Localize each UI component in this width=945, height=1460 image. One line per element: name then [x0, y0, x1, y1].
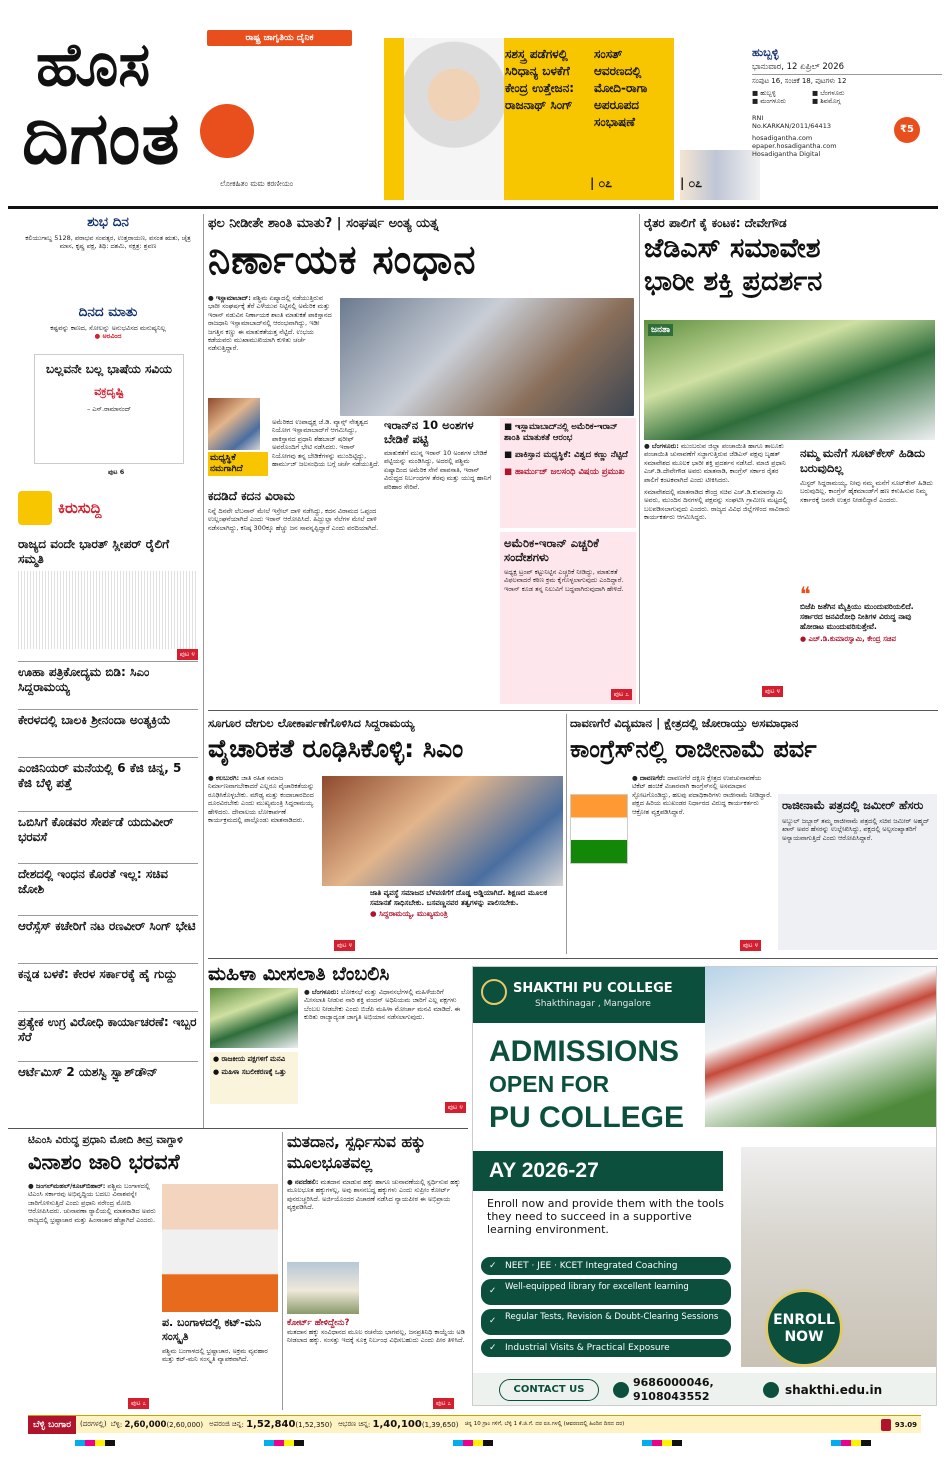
color-bar-icon	[453, 1440, 493, 1446]
row-rule-3	[8, 1128, 468, 1129]
brief-headline: ಊಹಾ ಪತ್ರಿಕೋದ್ಯಮ ಬಿಡಿ: ಸಿಎಂ ಸಿದ್ದರಾಮಯ್ಯ	[18, 665, 150, 694]
edition-date: ಭಾನುವಾರ, 12 ಏಪ್ರಿಲ್ 2026	[752, 62, 845, 72]
gold-rate-bar: ಬೆಳ್ಳಿ ಬಂಗಾರ (ದರಗಳಲ್ಲಿ) ಬೆಳ್ಳಿ : 2,60,000 (2,60,000) ಅಪರಂಜಿ ಚಿನ್ನ : 1,52,840 (1,52,350) ಆಭರಣ ಚಿನ್ನ : 1,40,100 (1,39,650) ಚಿನ್ನ 10 ಗ್ರಾಂ ಗಳಿಗೆ, ಬೆಳ್ಳಿ 1 ಕೆ.ಜಿ.ಗೆ. ದರ ರೂ.ಗಳಲ್ಲಿ (ಆವರಣದಲ್ಲಿ ಹಿಂದಿನ ದಿನದ ದರ) 93.09	[28, 1415, 921, 1433]
lead-dateline: ● ಇಸ್ಲಾಮಾಬಾದ್:	[208, 294, 251, 302]
column-author: – ಎಸ್.ರಾಮಾನಂದ್	[86, 405, 132, 413]
brief-item[interactable]	[18, 1062, 198, 1110]
gold-rate-sub: (ದರಗಳಲ್ಲಿ)	[80, 1420, 107, 1428]
teaser-1-page: | ೦೭	[590, 176, 613, 190]
brief-item[interactable]	[18, 1012, 198, 1062]
lead-headline: ನಿರ್ಣಾಯಕ ಸಂಧಾನ	[208, 237, 477, 283]
ad-college-name: SHAKTHI PU COLLEGE	[513, 981, 673, 996]
hdk-quote	[800, 582, 937, 696]
dinada-maatu-heading: ದಿನದ ಮಾತು	[78, 304, 138, 320]
teaser-1-headline: ಸಶಸ್ತ್ರ ಪಡೆಗಳಲ್ಲಿ ಸಿರಿಧಾನ್ಯ ಬಳಕೆಗೆ ಕೇಂದ್ರ ಉತ್ತೇಜನ: ರಾಜನಾಥ್ ಸಿಂಗ್	[505, 47, 575, 112]
edition-city-item: ■ ಹುಬ್ಬಳ್ಳಿ	[752, 89, 776, 97]
jds-headline-2: ಭಾರೀ ಶಕ್ತಿ ಪ್ರದರ್ಶನ	[644, 266, 823, 297]
suitcase-heading: ನಮ್ಮ ಮನೆಗೆ ಸೂಟ್‌ಕೇಸ್ ಹಿಡಿದು ಬರುವುದಿಲ್ಲ	[800, 446, 926, 475]
jds-body-text: ಮುಂಬರುವ ಜಿಲ್ಲಾ ಪಂಚಾಯಿತಿ ಹಾಗೂ ತಾಲೂಕು ಪಂಚಾಯಿತಿ ಚುನಾವಣೆಗೆ ಸಜ್ಜಾಗುತ್ತಿರುವ ಜೆಡಿಎಸ್ ಪಕ್ಷವು ಬೃಹತ್ ಸಮಾವೇಶದ ಮೂಲಕ ಭಾರೀ ಶಕ್ತಿ ಪ್ರದರ್ಶನ ನಡೆಸಿದೆ. ಮಾಜಿ ಪ್ರಧಾನಿ ಎಚ್.ಡಿ.ದೇವೇಗೌಡ ಅವರು ಮಾತನಾಡಿ, ಕಾಂಗ್ರೆಸ್ ಸರ್ಕಾರ ರೈತರ ಪಾಲಿಗೆ ಕಂಟಕವಾಗಿದೆ ಎಂದು ಟೀಕಿಸಿದರು.	[644, 442, 786, 484]
ad-feature-list	[481, 1257, 731, 1357]
brief-headline: ಆರ್ಟೆಮಿಸ್ 2 ಯಶಸ್ವಿ ಸ್ಪ್ಲಾಶ್‌ಡೌನ್	[18, 1065, 158, 1079]
brief-headline: ದೇಶದಲ್ಲಿ ಇಂಧನ ಕೊರತೆ ಇಲ್ಲ: ಸಚಿವ ಜೋಶಿ	[18, 867, 169, 896]
epaper-link[interactable]: epaper.hosadigantha.com	[752, 142, 837, 151]
rate-note: ಚಿನ್ನ 10 ಗ್ರಾಂ ಗಳಿಗೆ, ಬೆಳ್ಳಿ 1 ಕೆ.ಜಿ.ಗೆ. ದರ ರೂ.ಗಳಲ್ಲಿ (ಆವರಣದಲ್ಲಿ ಹಿಂದಿನ ದಿನದ ದರ)	[464, 1421, 625, 1427]
women-body	[304, 988, 466, 1104]
cm-quote-text: ಜಾತಿ ವ್ಯವಸ್ಥೆ ಸಮಾಜದ ಬೆಳವಣಿಗೆಗೆ ದೊಡ್ಡ ಅಡ್ಡಿಯಾಗಿದೆ. ಶಿಕ್ಷಣದ ಮೂಲಕ ಸಮಾನತೆ ಸಾಧಿಸಬೇಕು. ಬಸವಣ್ಣನವರ ತತ್ವಗಳನ್ನು ಪಾಲಿಸಬೇಕು.	[370, 888, 548, 907]
gold-rate-label: ಬೆಳ್ಳಿ ಬಂಗಾರ	[28, 1416, 76, 1434]
site-link[interactable]: hosadigantha.com	[752, 133, 813, 142]
brief-item[interactable]	[18, 758, 198, 812]
registration-marks	[0, 1436, 945, 1450]
women-box-item: ● ರಾಜಕೀಯ ಪಕ್ಷಗಳಿಗೆ ಮನವಿ	[213, 1055, 286, 1063]
rate-name: ಬೆಳ್ಳಿ	[110, 1420, 120, 1428]
vote-body	[287, 1178, 467, 1260]
rni-number: RNI No.KARKAN/2011/64413	[752, 113, 831, 131]
phone-icon	[613, 1382, 629, 1398]
cm-quote	[370, 888, 563, 952]
rate-prev: (2,60,000)	[166, 1420, 204, 1429]
ad-phones[interactable]: 9686000046, 9108043552	[633, 1376, 714, 1403]
brief-item[interactable]	[18, 864, 198, 916]
congress-kicker: ದಾವಣಗೆರೆ ವಿದ್ಯಮಾನ | ಕ್ಷೇತ್ರದಲ್ಲಿ ಜೋರಾಯ್ತು ಅಸಮಾಧಾನ	[570, 716, 799, 730]
ad-campus-photo	[705, 967, 937, 1127]
women-headline: ಮಹಿಳಾ ಮೀಸಲಾತಿ ಬೆಂಬಲಿಸಿ	[208, 963, 390, 985]
ad-year-banner: AY 2026-27	[473, 1151, 723, 1191]
rate-value: 1,40,100	[372, 1419, 422, 1430]
bottom-divider	[282, 1132, 283, 1410]
brief-item[interactable]	[18, 812, 198, 864]
jds-kicker: ರೈತರ ಪಾಲಿಗೆ ಕೈ ಕಂಟಕ: ದೇವೇಗೌಡ	[644, 216, 787, 230]
masthead	[0, 0, 945, 205]
brief-headline: ಆರೆಸ್ಸೆಸ್ ಕಚೇರಿಗೆ ನಟ ರಣವೀರ್ ಸಿಂಗ್ ಭೇಟಿ	[18, 919, 196, 933]
lead-kicker: ಫಲ ನೀಡೀತೇ ಶಾಂತಿ ಮಾತು? | ಸಂಘರ್ಷ ಅಂತ್ಯ ಯತ್ನ	[208, 216, 439, 231]
ad-contact-bar	[473, 1373, 937, 1406]
cutmoney-heading: ಪ. ಬಂಗಾಳದಲ್ಲಿ ಕಟ್-ಮನಿ ಸಂಸ್ಕೃತಿ	[162, 1316, 262, 1343]
modi-headline: ವಿನಾಶಂ ಜಾರಿ ಭರವಸೆ	[28, 1150, 180, 1174]
ad-open-for: OPEN FOR	[489, 1071, 610, 1097]
vote-page-tag: ಪುಟ ೭	[433, 1398, 454, 1409]
check-icon: ✓	[489, 1343, 497, 1353]
jds-photo-label: ಜನತಾ	[648, 324, 673, 336]
rate-name: ಅಪರಂಜಿ ಚಿನ್ನ	[209, 1420, 242, 1428]
globe-icon	[763, 1382, 779, 1398]
cm-story[interactable]	[208, 714, 563, 954]
edition-city: ಹುಬ್ಬಳ್ಳಿ	[752, 46, 779, 59]
iran-box-heading: ಇರಾನ್‌ನ 10 ಅಂಶಗಳ ಬೇಡಿಕೆ ಪಟ್ಟಿ	[384, 418, 474, 446]
brief-headline: ರಾಜ್ಯದ ವಂದೇ ಭಾರತ್ ಸ್ಲೀಪರ್ ರೈಲಿಗೆ ಸಮ್ಮತಿ	[18, 537, 170, 566]
congress-story[interactable]	[570, 714, 937, 954]
lead-inset-photo	[208, 398, 260, 450]
color-bar-icon	[75, 1440, 115, 1446]
cm-page-tag: ಪುಟ ೪	[334, 940, 355, 951]
modi-page-tag: ಪುಟ ೭	[128, 1398, 149, 1409]
row-rule-1	[208, 710, 938, 711]
brief-headline: ಕೇರಳದಲ್ಲಿ ಬಾಲಕಿ ಶ್ರೀನಂದಾ ಅಂತ್ಯಕ್ರಿಯೆ	[18, 713, 171, 727]
rate-prev: (1,52,350)	[295, 1420, 333, 1429]
jds-page-tag: ಪುಟ ೪	[762, 686, 783, 697]
warning-box[interactable]	[500, 532, 636, 704]
row-rule-2	[208, 958, 938, 959]
paper-name-line1: ಹೊಸ	[36, 30, 151, 100]
ad-enroll-label: ENROLL NOW	[773, 1312, 835, 1345]
color-bar-icon	[831, 1440, 871, 1446]
tagline-bottom: ಲೋಕಹಿತಂ ಮಮ ಕರಣೀಯಂ	[220, 179, 294, 188]
jds-story[interactable]	[644, 214, 937, 704]
masthead-rule	[8, 206, 938, 209]
pink-bullet: ■ ಇಸ್ಲಾಮಾಬಾದ್‌ನಲ್ಲಿ ಅಮೆರಿಕ-ಇರಾನ್ ಶಾಂತಿ ಮಾತುಕತೆ ಆರಂಭ	[504, 422, 618, 443]
ceasefire-body: ನಿನ್ನೆ ದಿನವೇ ಲೆಬನಾನ್ ಮೇಲೆ ಇಸ್ರೇಲ್ ದಾಳಿ ನಡೆಸಿದ್ದು, ಕದನ ವಿರಾಮದ ಒಪ್ಪಂದ ಉಲ್ಲಂಘನೆಯಾಗಿದೆ ಎಂದು ಇರಾನ್ ಆರೋಪಿಸಿದೆ. ಹಿಜ್ಬುಲ್ಲಾ ನೆಲೆಗಳ ಮೇಲೆ ದಾಳಿ ನಡೆಸಲಾಗಿದ್ದು, ಕನಿಷ್ಠ 300ಕ್ಕೂ ಹೆಚ್ಚು ಜನ ಸಾವನ್ನಪ್ಪಿದ್ದಾರೆ ಎಂದು ವರದಿಯಾಗಿದೆ.	[208, 507, 379, 532]
brief-item[interactable]	[18, 662, 198, 710]
edition-city-item: ■ ಮಂಗಳೂರು	[752, 97, 786, 106]
brief-headline: ಎಂಜಿನಿಯರ್ ಮನೆಯಲ್ಲಿ 6 ಕೆಜಿ ಚಿನ್ನ, 5 ಕೆಜಿ ಬೆಳ್ಳಿ ಪತ್ತೆ	[18, 761, 182, 790]
cm-body-text: ಜಾತಿ ರಹಿತ ಸಮಾಜ ನಿರ್ಮಾಣವಾಗಬೇಕಾದರೆ ಎಲ್ಲರೂ ವೈಚಾರಿಕತೆಯನ್ನು ರೂಢಿಸಿಕೊಳ್ಳಬೇಕು. ಮೌಢ್ಯ ಮತ್ತು ಕಂದಾಚಾರದಿಂದ ದೂರವಿರಬೇಕು ಎಂದು ಮುಖ್ಯಮಂತ್ರಿ ಸಿದ್ದರಾಮಯ್ಯ ಹೇಳಿದರು. ದೇವಾಲಯ ಲೋಕಾರ್ಪಣೆ ಕಾರ್ಯಕ್ರಮದಲ್ಲಿ ಪಾಲ್ಗೊಂಡು ಮಾತನಾಡಿದರು.	[208, 774, 315, 825]
brief-item[interactable]	[18, 916, 198, 964]
brief-page-tag: ಪುಟ ೪	[177, 649, 198, 660]
column-title: ಬಲ್ಲವನೇ ಬಲ್ಲ ಭಾಷೆಯ ಸವಿಯ	[45, 362, 172, 376]
check-icon: ✓	[489, 1261, 497, 1271]
ad-pu-college: PU COLLEGE	[489, 1101, 685, 1134]
ad-feature-text: NEET · JEE · KCET Integrated Coaching	[505, 1261, 678, 1271]
ad-admissions: ADMISSIONS	[489, 1035, 680, 1068]
briefs-list	[18, 534, 198, 1110]
zameer-box[interactable]	[778, 794, 937, 950]
hdk-quote-author: ● ಎಚ್.ಡಿ.ಕುಮಾರಸ್ವಾಮಿ, ಕೇಂದ್ರ ಸಚಿವ	[800, 635, 896, 643]
jds-body	[644, 442, 794, 692]
cutmoney-box[interactable]	[162, 1316, 278, 1408]
women-photo	[210, 988, 298, 1048]
women-story[interactable]	[208, 962, 466, 1112]
mid-divider	[566, 714, 567, 954]
jds-photo	[644, 320, 935, 440]
edition-city-item: ■ ಶಿವಮೊಗ್ಗ	[812, 97, 841, 106]
ad-location: Shakthinagar , Mangalore	[535, 999, 651, 1009]
congress-dateline: ● ದಾವಣಗೆರೆ:	[632, 774, 666, 782]
quote-text: ಕಷ್ಟವನ್ನು ಕಾಣದ, ಸೋಲನ್ನು ಅನುಭವಿಸದ ಮನುಷ್ಯನಿಲ್ಲ	[50, 324, 166, 332]
congress-body-text: ದಾವಣಗೆರೆ ದಕ್ಷಿಣ ಕ್ಷೇತ್ರದ ಉಪಚುನಾವಣೆಯ ಟಿಕೆಟ್ ಹಂಚಿಕೆ ವಿಚಾರವಾಗಿ ಕಾಂಗ್ರೆಸ್‌ನಲ್ಲಿ ಅಸಮಾಧಾನ ಸ್ಫೋಟಗೊಂಡಿದ್ದು, ಹಲವು ಪದಾಧಿಕಾರಿಗಳು ರಾಜೀನಾಮೆ ನೀಡಿದ್ದಾರೆ. ಪಕ್ಷದ ಹಿರಿಯ ಮುಖಂಡರ ನಿರ್ಧಾರದ ವಿರುದ್ಧ ಕಾರ್ಯಕರ್ತರು ಆಕ್ರೋಶ ವ್ಯಕ್ತಪಡಿಸಿದ್ದಾರೆ.	[632, 774, 772, 816]
shakthi-ad[interactable]	[472, 966, 937, 1406]
cm-dateline: ● ಕಲಬುರಗಿ:	[208, 774, 240, 782]
court-photo	[287, 1262, 359, 1314]
ad-feature	[481, 1279, 731, 1305]
digital-link[interactable]: Hosadigantha Digital	[752, 150, 821, 159]
brief-headline: ಪ್ರತ್ಯೇಕ ಉಗ್ರ ವಿರೋಧಿ ಕಾರ್ಯಾಚರಣೆ: ಇಬ್ಬರ ಸೆರೆ	[18, 1015, 197, 1044]
vote-story[interactable]	[287, 1132, 467, 1410]
ad-header	[473, 967, 705, 1023]
modi-photo	[162, 1184, 278, 1312]
pink-bullet: ■ ಪಾಕಿಸ್ತಾನ ಮಧ್ಯಸ್ಥಿಕೆ: ವಿಶ್ವದ ಕಣ್ಣು ನೆಟ್ಟಿದೆ	[504, 450, 628, 460]
column-page-tag: ಪುಟ 6	[108, 468, 125, 476]
ad-enroll-button[interactable]	[765, 1289, 843, 1367]
ad-feature	[481, 1339, 731, 1357]
women-body-text: ಲೋಕಸಭೆ ಮತ್ತು ವಿಧಾನಸಭೆಗಳಲ್ಲಿ ಮಹಿಳೆಯರಿಗೆ ಮೀಸಲಾತಿ ನೀಡುವ ನಾರಿ ಶಕ್ತಿ ವಂದನ್ ಅಧಿನಿಯಮ ಜಾರಿಗೆ ಎಲ್ಲ ಪಕ್ಷಗಳು ಬೆಂಬಲ ನೀಡಬೇಕು ಎಂದು ಬಿಜೆಪಿ ಮಹಿಳಾ ಮೋರ್ಚಾ ಮನವಿ ಮಾಡಿದೆ. ಈ ಕುರಿತು ರಾಜ್ಯಾದ್ಯಂತ ಜಾಗೃತಿ ಅಭಿಯಾನ ನಡೆಸಲಾಗುವುದು.	[304, 988, 461, 1022]
congress-headline: ಕಾಂಗ್ರೆಸ್‌ನಲ್ಲಿ ರಾಜೀನಾಮೆ ಪರ್ವ	[570, 735, 817, 763]
ad-feature-text: Regular Tests, Revision & Doubt-Clearing Sessions	[505, 1312, 719, 1322]
lead-divider	[639, 214, 640, 704]
teaser-2-headline: ಸಂಸತ್ ಆವರಣದಲ್ಲಿ ಮೋದಿ-ರಾಗಾ ಅಪರೂಪದ ಸಂಭಾಷಣೆ	[594, 47, 648, 129]
color-bar-icon	[642, 1440, 682, 1446]
women-box-item: ● ಮಹಿಳಾ ಸಬಲೀಕರಣಕ್ಕೆ ಒತ್ತು	[213, 1068, 287, 1076]
lead-photo	[340, 298, 634, 416]
check-icon: ✓	[489, 1286, 497, 1296]
brief-body	[18, 571, 198, 649]
rate-value: 2,60,000	[124, 1419, 167, 1430]
warning-body: ಅಧ್ಯಕ್ಷ ಟ್ರಂಪ್ ಕಟ್ಟುನಿಟ್ಟಿನ ಎಚ್ಚರಿಕೆ ನೀಡಿದ್ದು, ಮಾತುಕತೆ ವಿಫಲವಾದರೆ ಕಠಿಣ ಕ್ರಮ ಕೈಗೊಳ್ಳಲಾಗುವುದು ಎಂದಿದ್ದಾರೆ. ಇರಾನ್ ಕೂಡ ತನ್ನ ನಿಲುವಿಗೆ ಬದ್ಧವಾಗಿರುವುದಾಗಿ ಹೇಳಿದೆ.	[504, 568, 624, 593]
congress-page-tag: ಪುಟ ೪	[740, 940, 761, 951]
brief-item[interactable]	[18, 964, 198, 1012]
women-page-tag: ಪುಟ ೪	[445, 1102, 466, 1113]
vote-headline: ಮತದಾನ, ಸ್ಪರ್ಧಿಸುವ ಹಕ್ಕು ಮೂಲಭೂತವಲ್ಲ	[287, 1133, 426, 1172]
congress-body	[632, 774, 772, 950]
vote-dateline: ● ನವದೆಹಲಿ:	[287, 1178, 319, 1186]
cm-body	[208, 774, 318, 950]
teaser-photo-rajnath	[404, 38, 504, 200]
kirusuddi-header	[18, 486, 198, 530]
column-name: ವಕ್ರದೃಷ್ಟಿ	[94, 385, 124, 398]
quote-mark-icon: ❝	[800, 582, 811, 606]
ad-feature	[481, 1309, 731, 1335]
cm-headline: ವೈಚಾರಿಕತೆ ರೂಢಿಸಿಕೊಳ್ಳಿ: ಸಿಎಂ	[208, 734, 464, 763]
ad-feature-text: Industrial Visits & Practical Exposure	[505, 1343, 670, 1353]
ad-feature	[481, 1257, 731, 1275]
congress-logo-icon	[570, 794, 628, 864]
logo-emblem-icon	[200, 104, 254, 158]
price-badge: ₹5	[894, 117, 920, 143]
lead-body-col1	[208, 294, 336, 406]
lead-story[interactable]	[208, 214, 636, 704]
iran-demands-box[interactable]	[384, 418, 494, 688]
edition-issue: ಸಂಪುಟ 16, ಸಂಚಿಕೆ 18, ಪುಟಗಳು 12	[752, 77, 847, 85]
teaser-2[interactable]	[590, 46, 672, 166]
modi-dateline: ● ಜಂಗಲ್‌ಮಹಲ್/ಕೂಚ್‌ಬಿಹಾರ್:	[28, 1182, 106, 1190]
column-box[interactable]	[34, 354, 184, 464]
rate-value: 1,52,840	[246, 1419, 296, 1430]
teaser-2-photo	[680, 150, 760, 200]
ad-pitch: Enroll now and provide them with the tools they need to succeed in a supportive learning environment.	[487, 1197, 724, 1236]
modi-kicker: ಟಿಎಂಸಿ ವಿರುದ್ಧ ಪ್ರಧಾನಿ ಮೋದಿ ತೀವ್ರ ವಾಗ್ದಾಳಿ	[28, 1134, 183, 1146]
sidebar-divider	[203, 214, 204, 1129]
women-dateline: ● ಬೆಂಗಳೂರು:	[304, 988, 339, 996]
rate-name: ಆಭರಣ ಚಿನ್ನ	[338, 1420, 368, 1428]
teaser-1[interactable]	[505, 46, 585, 196]
lead-body: ಪಶ್ಚಿಮ ಏಷ್ಯಾದಲ್ಲಿ ನಡೆಯುತ್ತಿರುವ ಭಾರೀ ಸಂಘರ್ಷಕ್ಕೆ ತೆರೆ ಎಳೆಯುವ ನಿಟ್ಟಿನಲ್ಲಿ ಅಮೆರಿಕ ಮತ್ತು ಇರಾನ್ ನಡುವಿನ ನಿರ್ಣಾಯಕ ಶಾಂತಿ ಮಾತುಕತೆ ಪಾಕಿಸ್ತಾನದ ರಾಜಧಾನಿ ಇಸ್ಲಾಮಾಬಾದ್‌ನಲ್ಲಿ ಆರಂಭವಾಗಿದ್ದು, ಇಡೀ ಜಗತ್ತಿನ ಕಣ್ಣು ಈ ಮಾತುಕತೆಯತ್ತ ನೆಟ್ಟಿದೆ. ಉಭಯ ಕಡೆಯವರು ಮುಖಾಮುಖಿಯಾಗಿ ಕುಳಿತು ಚರ್ಚೆ ನಡೆಸುತ್ತಿದ್ದಾರೆ.	[208, 294, 332, 353]
ad-college-logo-icon	[481, 979, 507, 1005]
tagline-top: ರಾಷ್ಟ್ರ ಜಾಗೃತಿಯ ದೈನಿಕ	[207, 30, 352, 46]
sidebar	[18, 214, 198, 1109]
modi-body-text: ಪಶ್ಚಿಮ ಬಂಗಾಳದಲ್ಲಿ ಟಿಎಂಸಿ ಸರ್ಕಾರವು ಅಭಿವೃದ್ಧಿಯ ಬದಲು ವಿನಾಶವನ್ನೇ ಜಾರಿಗೊಳಿಸುತ್ತಿದೆ ಎಂದು ಪ್ರಧಾನಿ ನರೇಂದ್ರ ಮೋದಿ ಆರೋಪಿಸಿದರು. ಚುನಾವಣಾ ರ‍್ಯಾಲಿಯಲ್ಲಿ ಮಾತನಾಡಿದ ಅವರು ರಾಜ್ಯದಲ್ಲಿ ಭ್ರಷ್ಟಾಚಾರ ಮತ್ತು ಹಿಂಸಾಚಾರ ಹೆಚ್ಚಾಗಿದೆ ಎಂದರು.	[28, 1182, 156, 1224]
lead-body-col2: ಅಮೆರಿಕದ ಉಪಾಧ್ಯಕ್ಷ ಜೆ.ಡಿ. ವ್ಯಾನ್ಸ್ ನೇತೃತ್ವದ ನಿಯೋಗ ಇಸ್ಲಾಮಾಬಾದ್‌ಗೆ ಆಗಮಿಸಿದ್ದು, ಪಾಕಿಸ್ತಾನದ ಪ್ರಧಾನಿ ಶೆಹಬಾಜ್ ಷರೀಫ್ ಅವರೊಂದಿಗೆ ಭೇಟಿ ನಡೆಸಿದರು. ಇರಾನ್ ನಿಯೋಗವು ತನ್ನ ಬೇಡಿಕೆಗಳನ್ನು ಮುಂದಿಟ್ಟಿದ್ದು, ಹಾರ್ಮುಜ್ ಜಲಸಂಧಿಯ ಬಗ್ಗೆ ಚರ್ಚೆ ನಡೆಯುತ್ತಿದೆ.	[272, 418, 380, 469]
ceasefire-heading: ಕದಡಿದೆ ಕದನ ವಿರಾಮ	[208, 489, 295, 503]
warning-heading: ಅಮೆರಿಕ-ಇರಾನ್ ಎಚ್ಚರಿಕೆ ಸಂದೇಶಗಳು	[504, 536, 599, 564]
rate-prev: (1,39,650)	[421, 1420, 459, 1429]
modi-story[interactable]	[28, 1132, 278, 1410]
paper-name-line2: ದಿಗಂತ	[22, 95, 181, 180]
hdk-quote-text: ಬಿಜೆಪಿ ಜತೆಗಿನ ಮೈತ್ರಿಯು ಮುಂದುವರಿಯಲಿದೆ. ಸರ್ಕಾರದ ಜನವಿರೋಧಿ ನೀತಿಗಳ ವಿರುದ್ಧ ನಾವು ಹೋರಾಟ ಮುಂದುವರಿಸುತ್ತೇವೆ.	[800, 602, 914, 631]
cutmoney-body: ಪಶ್ಚಿಮ ಬಂಗಾಳದಲ್ಲಿ ಭ್ರಷ್ಟಾಚಾರ, ಅಕ್ರಮ ವ್ಯವಹಾರ ಮತ್ತು ಕಟ್-ಮನಿ ಸಂಸ್ಕೃತಿ ವ್ಯಾಪಕವಾಗಿದೆ.	[162, 1347, 268, 1364]
court-box	[287, 1318, 467, 1408]
ad-feature-text: Well-equipped library for excellent learning	[505, 1282, 689, 1292]
brief-item[interactable]	[18, 710, 198, 758]
suitcase-box[interactable]	[800, 446, 937, 576]
teaser-2-page: | ೦೭	[680, 176, 703, 190]
edition-city-item: ■ ಬೆಂಗಳೂರು	[812, 89, 845, 97]
fuel-price: 93.09	[894, 1420, 917, 1429]
cm-photo	[322, 776, 563, 886]
women-box	[210, 1052, 298, 1104]
fuel-pump-icon	[881, 1419, 891, 1431]
iran-box-body: ಮಾತುಕತೆಗೆ ಮುನ್ನ ಇರಾನ್ 10 ಅಂಶಗಳ ಬೇಡಿಕೆ ಪಟ್ಟಿಯನ್ನು ಮಂಡಿಸಿದ್ದು, ಅದರಲ್ಲಿ ಪಶ್ಚಿಮ ಏಷ್ಯಾದಿಂದ ಅಮೆರಿಕ ಸೇನೆ ವಾಪಸಾತಿ, ಇರಾನ್ ವಿರುದ್ಧದ ನಿರ್ಬಂಧಗಳ ತೆರವು ಮತ್ತು ಯುದ್ಧ ಹಾನಿಗೆ ಪರಿಹಾರ ಸೇರಿವೆ.	[384, 449, 492, 491]
ad-website[interactable]: shakthi.edu.in	[785, 1383, 883, 1397]
suitcase-body: ಮಿಸ್ಟರ್ ಸಿದ್ದರಾಮಯ್ಯ, ನೀವು ನಮ್ಮ ಮನೆಗೆ ಸೂಟ್‌ಕೇಸ್ ಹಿಡಿದು ಬರುವುದಿಲ್ಲ. ಕಾಂಗ್ರೆಸ್ ಹೈಕಮಾಂಡ್‌ಗೆ ಹಣ ಕಳುಹಿಸುವ ನಿಮ್ಮ ಸರ್ಕಾರಕ್ಕೆ ಜನರೇ ಉತ್ತರ ನೀಡಲಿದ್ದಾರೆ ಎಂದರು.	[800, 479, 933, 504]
jds-dateline: ● ಬೆಂಗಳೂರು:	[644, 442, 679, 450]
brief-item[interactable]	[18, 534, 198, 662]
panchanga-text: ಕಲಿಯುಗಾಬ್ದ 5128, ಪರಾಭವ ಸಂವತ್ಸರ, ಉತ್ತರಾಯಣ, ವಸಂತ ಋತು, ಚೈತ್ರ ಮಾಸ, ಕೃಷ್ಣ ಪಕ್ಷ, ತಿಥಿ: ದಶಮಿ, ನಕ್ಷತ್ರ: ಶ್ರವಣ	[25, 234, 191, 251]
quote-author: ● ಅರವಿಂದ	[94, 332, 122, 341]
ceasefire-story[interactable]	[208, 488, 380, 698]
ad-contact-label: CONTACT US	[499, 1379, 599, 1401]
zameer-body: ಅಬ್ದುಲ್ ಜಬ್ಬಾರ್ ತಮ್ಮ ರಾಜೀನಾಮೆ ಪತ್ರದಲ್ಲಿ ಸಚಿವ ಜಮೀರ್ ಅಹ್ಮದ್ ಖಾನ್ ಅವರ ಹೆಸರನ್ನು ಉಲ್ಲೇಖಿಸಿದ್ದು, ಪಕ್ಷದಲ್ಲಿ ಅಲ್ಪಸಂಖ್ಯಾತರಿಗೆ ಅನ್ಯಾಯವಾಗುತ್ತಿದೆ ಎಂದು ಆರೋಪಿಸಿದ್ದಾರೆ.	[782, 817, 930, 842]
check-icon: ✓	[489, 1316, 497, 1326]
brief-headline: ಒಬಿಸಿಗೆ ಕೊಡವರ ಸೇರ್ಪಡೆ ಯದುವೀರ್ ಭರವಸೆ	[18, 815, 174, 844]
jds-headline-1: ಜೆಡಿಎಸ್ ಸಮಾವೇಶ	[644, 233, 821, 264]
color-bar-icon	[264, 1440, 304, 1446]
court-heading: ಕೋರ್ಟ್ ಹೇಳಿದ್ದೇನು?	[287, 1318, 350, 1328]
cm-kicker: ಸೂಗೂರ ದೇಗುಲ ಲೋಕಾರ್ಪಣೆಗೊಳಿಸಿದ ಸಿದ್ದರಾಮಯ್ಯ	[208, 716, 415, 730]
hand-icon	[18, 491, 52, 525]
lead-page-tag: ಪುಟ ೭	[611, 689, 632, 700]
pink-bullet: ■ ಹಾರ್ಮುಜ್ ಜಲಸಂಧಿ ವಿಷಯ ಪ್ರಮುಖ	[504, 467, 625, 477]
lead-photo-caption: ಮಧ್ಯಸ್ಥಿಕೆ ನಮಗಾಗಿದೆ	[208, 452, 268, 476]
brief-headline: ಕನ್ನಡ ಬಳಕೆ: ಕೇರಳ ಸರ್ಕಾರಕ್ಕೆ ಹೈ ಗುದ್ದು	[18, 967, 178, 981]
zameer-heading: ರಾಜೀನಾಮೆ ಪತ್ರದಲ್ಲಿ ಜಮೀರ್ ಹೆಸರು	[782, 798, 924, 812]
modi-body	[28, 1182, 156, 1408]
vote-body-text: ಮತದಾನ ಮಾಡುವ ಹಕ್ಕು ಹಾಗೂ ಚುನಾವಣೆಯಲ್ಲಿ ಸ್ಪರ್ಧಿಸುವ ಹಕ್ಕು ಮೂಲಭೂತ ಹಕ್ಕುಗಳಲ್ಲ, ಅವು ಶಾಸನಬದ್ಧ ಹಕ್ಕುಗಳು ಎಂದು ಸುಪ್ರೀಂ ಕೋರ್ಟ್ ಪುನರುಚ್ಚರಿಸಿದೆ. ಅರ್ಜಿಯೊಂದರ ವಿಚಾರಣೆ ನಡೆಸಿದ ನ್ಯಾಯಪೀಠ ಈ ಅಭಿಪ್ರಾಯ ವ್ಯಕ್ತಪಡಿಸಿದೆ.	[287, 1178, 461, 1212]
kirusuddi-heading: ಕಿರುಸುದ್ದಿ	[58, 499, 102, 517]
jds-body-text-2: ಸಮಾವೇಶದಲ್ಲಿ ಮಾತನಾಡಿದ ಕೇಂದ್ರ ಸಚಿವ ಎಚ್.ಡಿ.ಕುಮಾರಸ್ವಾಮಿ ಅವರು, ಮುಂದಿನ ದಿನಗಳಲ್ಲಿ ಪಕ್ಷವನ್ನು ಸಂಘಟಿಸಿ ಗ್ರಾಮೀಣ ಮಟ್ಟದಲ್ಲಿ ಬಲಪಡಿಸಲಾಗುವುದು ಎಂದರು. ರಾಜ್ಯದ ವಿವಿಧ ಜಿಲ್ಲೆಗಳಿಂದ ಸಾವಿರಾರು ಕಾರ್ಯಕರ್ತರು ಆಗಮಿಸಿದ್ದರು.	[644, 488, 790, 522]
pink-bullets-box	[500, 418, 636, 528]
cm-quote-author: ● ಸಿದ್ದರಾಮಯ್ಯ, ಮುಖ್ಯಮಂತ್ರಿ	[370, 909, 448, 919]
court-body: ಮತದಾನ ಹಕ್ಕು ಸಂವಿಧಾನದ ಮೂಲ ರಚನೆಯ ಭಾಗವಲ್ಲ, ಜನಪ್ರತಿನಿಧಿ ಕಾಯ್ದೆಯ ಅಡಿ ನೀಡಲಾದ ಹಕ್ಕು. ಸಂಸತ್ತು ಇದಕ್ಕೆ ಸೂಕ್ತ ನಿರ್ಬಂಧ ವಿಧಿಸಬಹುದು ಎಂದು ಪೀಠ ತಿಳಿಸಿದೆ.	[287, 1328, 465, 1345]
shubha-dina-heading: ಶುಭ ದಿನ	[87, 214, 129, 230]
